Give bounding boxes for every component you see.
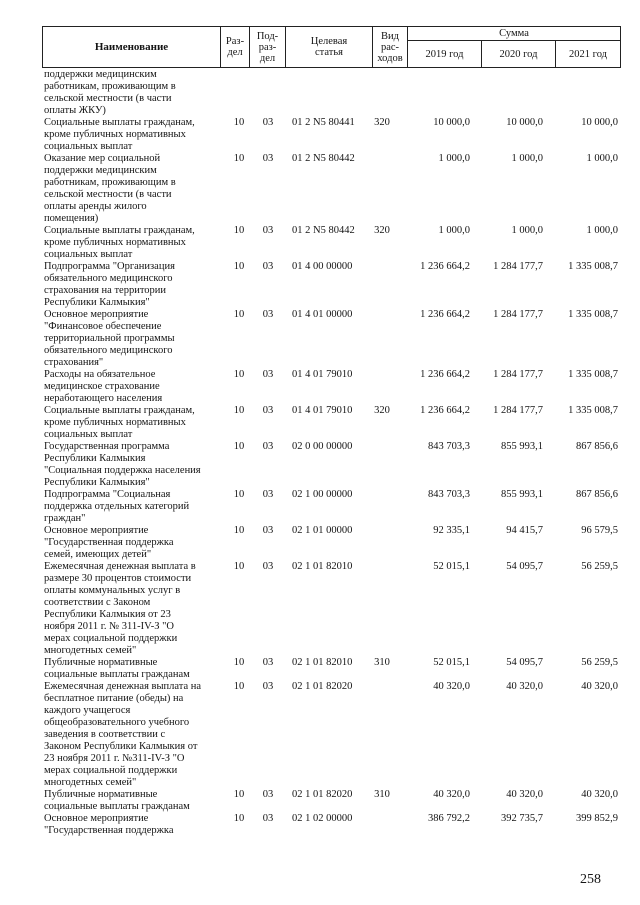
expense-type-cell: 310 (374, 789, 390, 800)
amount-2021-cell: 1 335 008,7 (568, 261, 618, 272)
podrazdel-cell: 03 (262, 309, 274, 320)
target-article-cell: 02 1 01 82010 (292, 561, 353, 572)
target-article-cell: 02 1 00 00000 (292, 489, 353, 500)
target-article-cell: 01 2 N5 80442 (292, 153, 355, 164)
amount-2019-cell: 52 015,1 (433, 657, 470, 668)
podrazdel-cell: 03 (262, 369, 274, 380)
podrazdel-cell: 03 (262, 441, 274, 452)
header-razdel: Раз- дел (221, 27, 250, 68)
table-row (44, 525, 620, 561)
header-year-2020: 2020 год (482, 41, 556, 68)
expense-type-cell: 310 (374, 657, 390, 668)
podrazdel-cell: 03 (262, 681, 274, 692)
row-name-cell: Подпрограмма "Социальная поддержка отдельных категорий граждан" (44, 489, 190, 524)
table-header (42, 26, 621, 68)
amount-2019-cell: 1 236 664,2 (420, 369, 470, 380)
podrazdel-cell: 03 (262, 261, 274, 272)
table-row (44, 69, 620, 117)
page-number: 258 (580, 872, 601, 887)
amount-2020-cell: 1 284 177,7 (493, 369, 543, 380)
amount-2020-cell: 1 284 177,7 (493, 261, 543, 272)
target-article-cell: 01 4 00 00000 (292, 261, 353, 272)
podrazdel-cell: 03 (262, 813, 274, 824)
row-name-cell: Публичные нормативные социальные выплаты гражданам (44, 789, 190, 812)
table-row (44, 813, 620, 837)
razdel-cell: 10 (233, 813, 245, 824)
row-name-cell: Оказание мер социальной поддержки медицинским работникам, проживающим в сельской местности (в части оплаты аренды жилого помещения) (44, 153, 176, 224)
amount-2021-cell: 1 000,0 (586, 153, 618, 164)
row-name-cell: Расходы на обязательное медицинское страхование неработающего населения (44, 369, 163, 404)
table-row (44, 153, 620, 225)
row-name-cell: Государственная программа Республики Калмыкия "Социальная поддержка населения Республики Калмыкия" (44, 441, 201, 488)
amount-2020-cell: 40 320,0 (506, 789, 543, 800)
row-name-cell: Основное мероприятие "Государственная поддержка (44, 813, 174, 836)
header-year-2021: 2021 год (556, 41, 621, 68)
table-row (44, 441, 620, 489)
target-article-cell: 01 4 01 00000 (292, 309, 353, 320)
header-year-2019: 2019 год (408, 41, 482, 68)
header-podrazdel: Под- раз- дел (250, 27, 286, 68)
amount-2021-cell: 40 320,0 (581, 681, 618, 692)
razdel-cell: 10 (233, 117, 245, 128)
amount-2020-cell: 1 000,0 (511, 153, 543, 164)
amount-2019-cell: 1 236 664,2 (420, 405, 470, 416)
table-row (44, 681, 620, 789)
target-article-cell: 01 4 01 79010 (292, 369, 353, 380)
target-article-cell: 01 2 N5 80441 (292, 117, 355, 128)
target-article-cell: 01 4 01 79010 (292, 405, 353, 416)
row-name-cell: Социальные выплаты гражданам, кроме публичных нормативных социальных выплат (44, 117, 195, 152)
amount-2019-cell: 40 320,0 (433, 789, 470, 800)
amount-2020-cell: 54 095,7 (506, 561, 543, 572)
target-article-cell: 02 1 01 82010 (292, 657, 353, 668)
target-article-cell: 02 0 00 00000 (292, 441, 353, 452)
amount-2021-cell: 399 852,9 (576, 813, 618, 824)
row-name-cell: Подпрограмма "Организация обязательного медицинского страхования на территории Республики Калмыкия" (44, 261, 175, 308)
razdel-cell: 10 (233, 153, 245, 164)
table-row (44, 369, 620, 405)
amount-2021-cell: 40 320,0 (581, 789, 618, 800)
header-statya: Целевая статья (286, 27, 373, 68)
razdel-cell: 10 (233, 561, 245, 572)
row-name-cell: Основное мероприятие "Государственная поддержка семей, имеющих детей" (44, 525, 174, 560)
amount-2019-cell: 92 335,1 (433, 525, 470, 536)
table-row (44, 261, 620, 309)
amount-2019-cell: 843 703,3 (428, 489, 470, 500)
expense-type-cell: 320 (374, 225, 390, 236)
amount-2020-cell: 94 415,7 (506, 525, 543, 536)
amount-2021-cell: 1 000,0 (586, 225, 618, 236)
row-name-cell: поддержки медицинским работникам, проживающим в сельской местности (в части оплаты ЖКУ) (44, 69, 176, 116)
row-name-cell: Социальные выплаты гражданам, кроме публичных нормативных социальных выплат (44, 225, 195, 260)
podrazdel-cell: 03 (262, 657, 274, 668)
razdel-cell: 10 (233, 441, 245, 452)
amount-2019-cell: 40 320,0 (433, 681, 470, 692)
table-row (44, 117, 620, 153)
row-name-cell: Социальные выплаты гражданам, кроме публичных нормативных социальных выплат (44, 405, 195, 440)
header-summa: Сумма (408, 27, 621, 41)
table-row (44, 561, 620, 657)
table-body (44, 69, 620, 837)
amount-2020-cell: 392 735,7 (501, 813, 543, 824)
amount-2019-cell: 1 236 664,2 (420, 261, 470, 272)
podrazdel-cell: 03 (262, 117, 274, 128)
expense-type-cell: 320 (374, 117, 390, 128)
razdel-cell: 10 (233, 309, 245, 320)
amount-2019-cell: 10 000,0 (433, 117, 470, 128)
razdel-cell: 10 (233, 489, 245, 500)
razdel-cell: 10 (233, 525, 245, 536)
target-article-cell: 02 1 01 00000 (292, 525, 353, 536)
amount-2019-cell: 52 015,1 (433, 561, 470, 572)
amount-2021-cell: 867 856,6 (576, 489, 618, 500)
amount-2019-cell: 1 000,0 (438, 153, 470, 164)
razdel-cell: 10 (233, 405, 245, 416)
amount-2021-cell: 10 000,0 (581, 117, 618, 128)
podrazdel-cell: 03 (262, 153, 274, 164)
razdel-cell: 10 (233, 225, 245, 236)
podrazdel-cell: 03 (262, 225, 274, 236)
amount-2020-cell: 10 000,0 (506, 117, 543, 128)
razdel-cell: 10 (233, 261, 245, 272)
razdel-cell: 10 (233, 789, 245, 800)
row-name-cell: Основное мероприятие "Финансовое обеспечение территориальной программы обязательного медицинского страхования" (44, 309, 175, 368)
table-row (44, 405, 620, 441)
amount-2020-cell: 1 284 177,7 (493, 405, 543, 416)
header-name: Наименование (43, 27, 221, 68)
table-row (44, 309, 620, 369)
podrazdel-cell: 03 (262, 489, 274, 500)
amount-2020-cell: 40 320,0 (506, 681, 543, 692)
amount-2019-cell: 843 703,3 (428, 441, 470, 452)
row-name-cell: Ежемесячная денежная выплата в размере 30 процентов стоимости оплаты коммунальных услуг в соответствии с Законом Республики Калмыкия от 23 ноября 2011 г. № 311-IV-З "О мерах социальной поддержки многодетных семей" (44, 561, 196, 656)
row-name-cell: Публичные нормативные социальные выплаты гражданам (44, 657, 190, 680)
target-article-cell: 02 1 02 00000 (292, 813, 353, 824)
podrazdel-cell: 03 (262, 525, 274, 536)
expense-type-cell: 320 (374, 405, 390, 416)
amount-2021-cell: 1 335 008,7 (568, 309, 618, 320)
table-row (44, 489, 620, 525)
amount-2021-cell: 96 579,5 (581, 525, 618, 536)
table-row (44, 789, 620, 813)
amount-2021-cell: 867 856,6 (576, 441, 618, 452)
amount-2021-cell: 56 259,5 (581, 657, 618, 668)
amount-2020-cell: 855 993,1 (501, 489, 543, 500)
target-article-cell: 02 1 01 82020 (292, 681, 353, 692)
amount-2020-cell: 1 284 177,7 (493, 309, 543, 320)
amount-2020-cell: 1 000,0 (511, 225, 543, 236)
target-article-cell: 01 2 N5 80442 (292, 225, 355, 236)
razdel-cell: 10 (233, 369, 245, 380)
podrazdel-cell: 03 (262, 561, 274, 572)
razdel-cell: 10 (233, 681, 245, 692)
amount-2021-cell: 1 335 008,7 (568, 369, 618, 380)
amount-2021-cell: 1 335 008,7 (568, 405, 618, 416)
table-row (44, 225, 620, 261)
amount-2020-cell: 54 095,7 (506, 657, 543, 668)
amount-2019-cell: 386 792,2 (428, 813, 470, 824)
target-article-cell: 02 1 01 82020 (292, 789, 353, 800)
razdel-cell: 10 (233, 657, 245, 668)
amount-2020-cell: 855 993,1 (501, 441, 543, 452)
amount-2021-cell: 56 259,5 (581, 561, 618, 572)
header-vid: Вид рас- ходов (373, 27, 408, 68)
podrazdel-cell: 03 (262, 789, 274, 800)
amount-2019-cell: 1 000,0 (438, 225, 470, 236)
row-name-cell: Ежемесячная денежная выплата на бесплатное питание (обеды) на каждого учащегося общеобразовательного учебного заведения в соответствии с Законом Республики Калмыкия от 23 ноября 2011 г. №311-IV-З "О мерах социальной поддержки многодетных семей" (44, 681, 202, 788)
amount-2019-cell: 1 236 664,2 (420, 309, 470, 320)
table-row (44, 657, 620, 681)
podrazdel-cell: 03 (262, 405, 274, 416)
